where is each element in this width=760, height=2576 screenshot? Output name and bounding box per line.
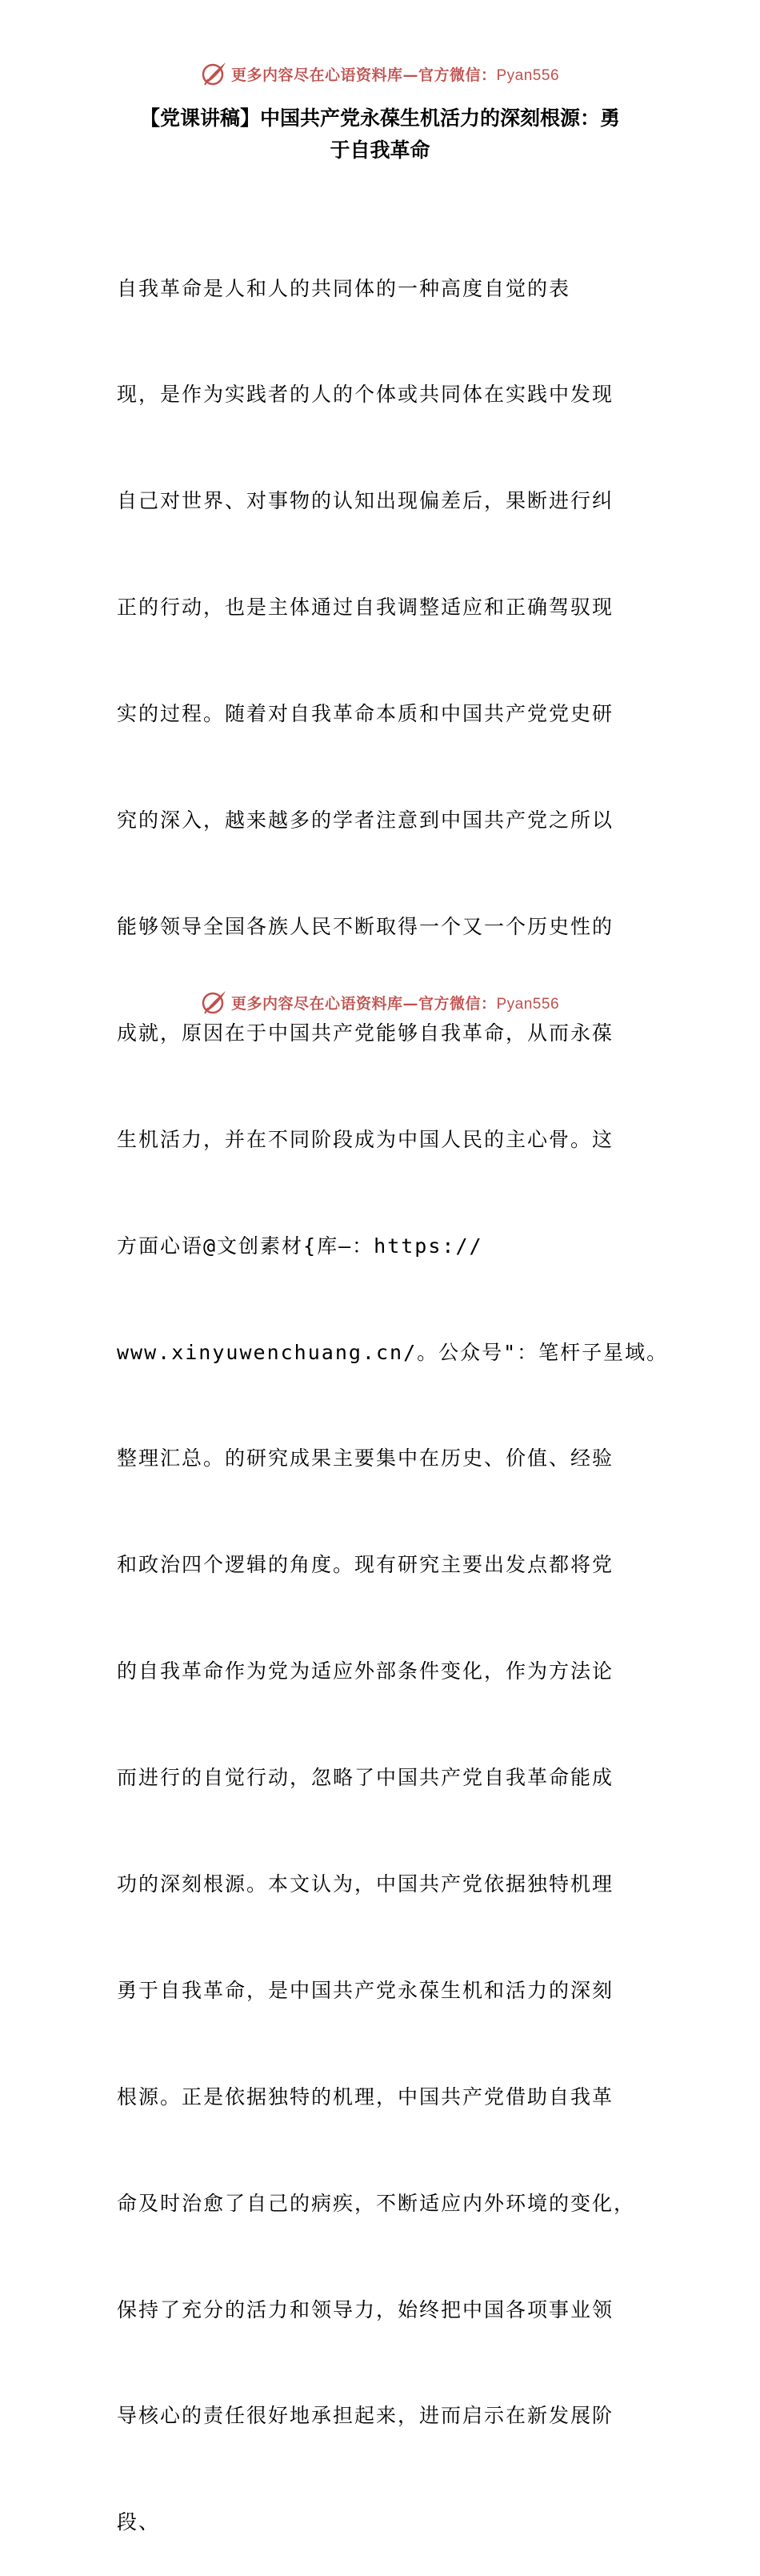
title-line-2: 于自我革命 <box>330 138 430 162</box>
document-title <box>112 102 648 167</box>
header-banner <box>0 56 760 91</box>
body-line: 自己对世界、对事物的认知出现偏差后，果断进行纠 <box>117 489 614 513</box>
body-line: www.xinyuwenchuang.cn/。公众号"：笔杆子星域。 <box>117 1340 669 1364</box>
quill-logo-icon <box>201 989 228 1016</box>
body-line: 能够领导全国各族人民不断取得一个又一个历史性的 <box>117 914 614 938</box>
body-line: 究的深入，越来越多的学者注意到中国共产党之所以 <box>117 809 614 833</box>
body-line: 现，是作为实践者的人的个体或共同体在实践中发现 <box>117 383 614 407</box>
header-banner-text: 更多内容尽在心语资料库—官方微信：Pyan556 <box>230 66 560 84</box>
body-line: 命及时治愈了自己的病疾，不断适应内外环境的变化， <box>117 2191 636 2215</box>
body-line: 保持了充分的活力和领导力，始终把中国各项事业领 <box>117 2297 614 2321</box>
body-paragraph <box>117 200 669 2576</box>
quill-logo-icon <box>201 60 228 87</box>
body-line: 段、 <box>117 2510 161 2534</box>
body-line: 生机活力，并在不同阶段成为中国人民的主心骨。这 <box>117 1127 614 1151</box>
body-line: 自我革命是人和人的共同体的一种高度自觉的表 <box>117 276 571 300</box>
body-line: 勇于自我革命，是中国共产党永葆生机和活力的深刻 <box>117 1978 614 2002</box>
title-line-1: 【党课讲稿】中国共产党永葆生机活力的深刻根源：勇 <box>139 106 620 130</box>
body-line: 方面心语@文创素材{库—：https:// <box>117 1234 483 1258</box>
footer-banner <box>0 985 760 1020</box>
body-line: 和政治四个逻辑的角度。现有研究主要出发点都将党 <box>117 1553 614 1577</box>
footer-banner-text: 更多内容尽在心语资料库—官方微信：Pyan556 <box>230 994 560 1013</box>
body-line: 功的深刻根源。本文认为，中国共产党依据独特机理 <box>117 1872 614 1896</box>
body-line: 的自我革命作为党为适应外部条件变化，作为方法论 <box>117 1659 614 1683</box>
body-line: 正的行动，也是主体通过自我调整适应和正确驾驭现 <box>117 596 614 620</box>
body-line: 导核心的责任很好地承担起来，进而启示在新发展阶 <box>117 2404 614 2428</box>
body-line: 整理汇总。的研究成果主要集中在历史、价值、经验 <box>117 1446 614 1471</box>
body-line: 根源。正是依据独特的机理，中国共产党借助自我革 <box>117 2084 614 2109</box>
body-line: 实的过程。随着对自我革命本质和中国共产党党史研 <box>117 702 614 726</box>
body-line: 而进行的自觉行动，忽略了中国共产党自我革命能成 <box>117 1766 614 1790</box>
body-line: 成就，原因在于中国共产党能够自我革命，从而永葆 <box>117 1021 614 1045</box>
